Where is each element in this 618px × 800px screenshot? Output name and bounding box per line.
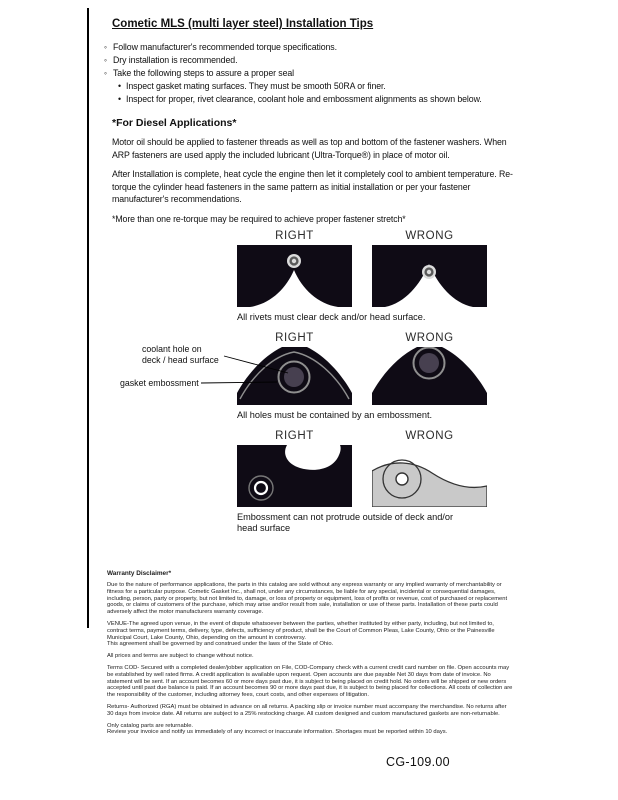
- page-title: Cometic MLS (multi layer steel) Installation Tips: [112, 18, 374, 30]
- figure-embossment-protrusion: [100, 430, 532, 534]
- annotation-pointer-lines: [100, 332, 520, 422]
- diesel-paragraph-heat-cycle: After Installation is complete, heat cycle the engine then let it completely cool to ambient temperature. Re-torque the cylinder head fasteners in the same pattern as initial installation or per your fastener manufacturer's recommendations.: [112, 169, 513, 204]
- figure3-caption: Embossment can not protrude outside of deck and/or head surface: [237, 512, 454, 533]
- protrusion-right-diagram: [237, 445, 352, 507]
- figure-embossment-containment: [100, 332, 532, 421]
- diesel-applications-heading: *For Diesel Applications*: [112, 117, 237, 129]
- bullet-dry-install: ◦ Dry installation is recommended.: [104, 54, 532, 67]
- bullet-torque-specs: ◦ Follow manufacturer's recommended torque specifications.: [104, 41, 532, 54]
- legal-paragraph-terms-cod: Terms COD- Secured with a completed dealer/jobber application on File, COD-Company check with a current credit card number on file. Open accounts may be established by well rated firms. A credit application is available upon request. Open accounts are due payable Net 30 days from date of invoice. No statement will be sent. If an account becomes 60 or more days past due, it is subject to being placed on credit hold. No orders will be shipped or new orders accepted until past due balance is paid. If an account becomes 90 or more days past due, it is subject to being placed for collections. All costs of collection are the responsibility of the customer, including attorney fees, court costs, and other expenses of litigation.: [107, 664, 513, 699]
- coolant-hole-annotation-line2: deck / head surface: [142, 355, 219, 365]
- retorque-note: *More than one re-torque may be required to achieve proper fastener stretch*: [112, 213, 406, 224]
- rivet-clearance-right-diagram: [237, 245, 352, 307]
- figure3-images: [237, 445, 532, 507]
- rivet-clearance-wrong-diagram: [372, 245, 487, 307]
- figure3-wrong-label: WRONG: [405, 430, 454, 442]
- subbullet-alignments: • Inspect for proper, rivet clearance, coolant hole and embossment alignments as shown below.: [118, 93, 532, 106]
- legal-paragraph-governing-law: This agreement shall be governed by and construed under the laws of the State of Ohio.: [107, 641, 334, 648]
- protrusion-wrong-diagram: [372, 445, 487, 507]
- figure1-wrong-label: WRONG: [405, 230, 454, 242]
- legal-paragraph-review-invoice: Review your invoice and notify us immediately of any incorrect or inaccurate information. Shortages must be reported within 10 days.: [107, 729, 448, 736]
- legal-section: [107, 570, 513, 741]
- bullet-proper-seal: ◦ Take the following steps to assure a proper seal: [104, 67, 532, 80]
- legal-paragraph-venue: VENUE-The agreed upon venue, in the event of dispute whatsoever between the parties, whether instituted by either party, including, but not limited to, contract terms, payment terms, delivery, type, defects, sufficiency of product, shall be the Court of Common Pleas, Lake County, Ohio or the Painesville Municipal Court, Lake County, Ohio, depending on the amount in controversy.: [107, 620, 495, 641]
- legal-paragraph-warranty: Due to the nature of performance applications, the parts in this catalog are sold without any express warranty or any implied warranty of merchantability or fitness for a particular purpose. Cometic Gasket Inc., shall not, under any circumstances, be liable for any special, incidental or consequential damages, including, person, party or property, but not limited to, damage, or loss of property or equipment, loss of profits or revenue, cost of purchased or replacement goods, or claims of customers of the purchase, which may arise and/or result from sale, installation or use of these parts. Installation of these parts could adversely affect the motor manufacturers warranty coverage.: [107, 582, 508, 616]
- figures-section: [100, 230, 532, 543]
- figure1-right-label: RIGHT: [275, 230, 314, 242]
- coolant-hole-annotation-line1: coolant hole on: [142, 344, 202, 354]
- figure3-labels: [237, 430, 532, 443]
- figure1-labels: [237, 230, 532, 243]
- figure3-right-label: RIGHT: [275, 430, 314, 442]
- instructions-section: [100, 18, 532, 225]
- figure2-wrong-label: WRONG: [405, 332, 454, 344]
- figure-rivet-clearance: [100, 230, 532, 323]
- figure2-caption: All holes must be contained by an embossment.: [237, 410, 433, 420]
- figure1-images: [237, 245, 532, 307]
- legal-paragraph-prices: All prices and terms are subject to change without notice.: [107, 653, 254, 660]
- diesel-paragraph-oil: Motor oil should be applied to fastener threads as well as top and bottom of the fastener washers. When ARP fasteners are used apply the included lubricant (Ultra-Torque®) in place of motor oil.: [112, 137, 507, 160]
- legal-paragraph-catalog-parts: Only catalog parts are returnable.: [107, 722, 194, 729]
- subbullet-mating-surfaces: • Inspect gasket mating surfaces. They must be smooth 50RA or finer.: [118, 80, 532, 93]
- doc-number: CG-109.00: [386, 755, 450, 769]
- warranty-disclaimer-heading: Warranty Disclaimer*: [107, 570, 172, 577]
- gasket-embossment-annotation: gasket embossment: [120, 378, 199, 388]
- legal-paragraph-returns: Returns- Authorized (RGA) must be obtained in advance on all returns. A packing slip or invoice number must accompany the merchandise. No returns after 30 days from invoice date. All returns are subject to a 25% restocking charge. All custom designed and custom manufactured gaskets are non-returnable.: [107, 703, 507, 717]
- page-edge-rule: [87, 8, 89, 628]
- figure2-right-label: RIGHT: [275, 332, 314, 344]
- figure1-caption: All rivets must clear deck and/or head surface.: [237, 312, 426, 322]
